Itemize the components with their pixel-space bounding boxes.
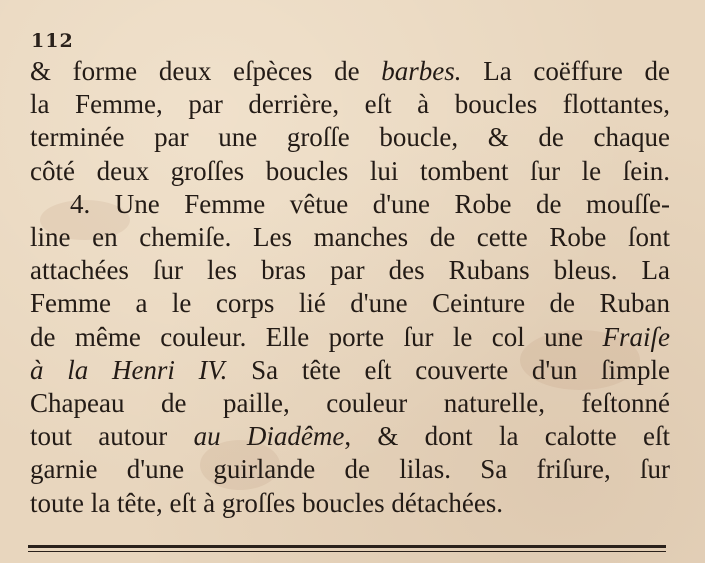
text-line [30,354,670,387]
footer-rule-thin [28,551,666,552]
text-segment: Sa tête eſt couverte d'un ſimple [227,354,671,385]
text-line [30,453,670,486]
text-segment: Femme a le corps lié d'une Ceinture de Ruban [30,288,670,319]
text-line [30,188,670,221]
text-line [30,55,670,88]
text-segment: la Femme, par derrière, eſt à boucles flottantes, [30,89,670,120]
text-segment: La coëffure de [461,56,670,86]
text-line [30,487,670,520]
text-segment: , & dont la calotte eſt [344,421,670,452]
italic-text: à la Henri IV. [30,354,228,385]
italic-text: au Diadême [193,421,345,452]
text-line [30,121,670,154]
text-segment: Chapeau de paille, couleur naturelle, feſtonné [30,388,670,419]
text-segment: line en chemiſe. Les manches de cette Robe ſont [30,222,670,253]
text-line [30,420,670,453]
page-number: 112 [31,30,74,52]
text-segment: garnie d'une guirlande de lilas. Sa friſure, ſur [30,454,670,485]
footer-rule [28,545,666,548]
text-line [30,254,670,287]
italic-text: Fraiſe [602,321,670,352]
text-line [30,88,670,121]
text-segment: tout autour [30,421,194,452]
text-segment: terminée par une groſſe boucle, & de chaque [30,122,670,153]
text-segment: attachées ſur les bras par des Rubans bleus. La [30,255,670,286]
body-text [30,55,670,520]
text-line [30,387,670,420]
text-segment: 4. Une Femme vêtue d'une Robe de mouſſe- [70,188,670,219]
text-line [30,321,670,354]
italic-text: barbes. [381,56,462,86]
text-segment: & forme deux eſpèces de [30,56,382,86]
text-line [30,287,670,320]
text-segment: toute la tête, eſt à groſſes boucles détachées. [30,487,504,518]
text-segment: côté deux groſſes boucles lui tombent ſur le ſein. [30,155,670,186]
text-segment: de même couleur. Elle porte ſur le col une [30,321,603,352]
text-line [30,155,670,188]
text-line [30,221,670,254]
